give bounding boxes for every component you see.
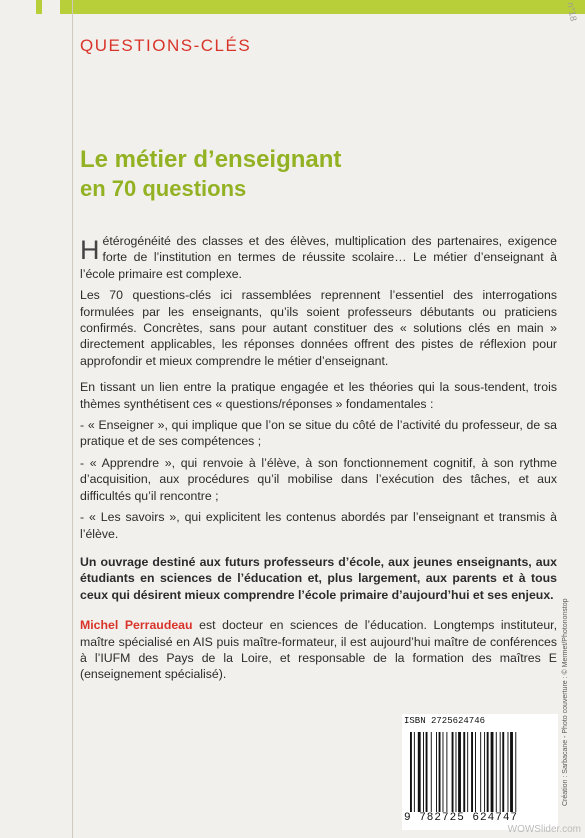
barcode-stripe <box>439 732 441 812</box>
handwritten-note: n°18 <box>565 1 579 22</box>
themes-intro: En tissant un lien entre la pratique engagée et les théories qui la sous-tendent, trois thèmes synthétisent ces « questions/réponses » fondamentales : <box>80 380 557 411</box>
barcode-number: 9 782725 624747 <box>404 812 519 824</box>
barcode-stripe <box>510 732 513 812</box>
audience-paragraph: Un ouvrage destiné aux futurs professeurs d’école, aux jeunes enseignants, aux étudiants en sciences de l’éducation et, plus largement, aux parents et à tous ceux qui désirent mieux comprendre l’école primaire d’aujourd’hui et ses enjeux. <box>80 554 557 602</box>
barcode-icon <box>408 732 552 812</box>
back-cover-text <box>80 233 557 688</box>
barcode-stripe <box>458 732 461 812</box>
drop-cap: H <box>80 235 100 265</box>
isbn-label: ISBN 2725624746 <box>404 716 486 726</box>
barcode-stripe <box>436 732 437 812</box>
author-paragraph <box>80 617 557 683</box>
barcode-stripe <box>452 732 454 812</box>
barcode-stripe <box>418 732 421 812</box>
spine-fold-line <box>72 0 73 838</box>
barcode-stripe <box>467 732 468 812</box>
barcode-stripe <box>487 732 489 812</box>
author-bio: est docteur en sciences de l’éducation. Longtemps instituteur, maître spécialisé en AIS puis maître-formateur, il est aujourd’hui maître de conférences à l’IUFM des Pays de la Loire, et responsable de la formation des maîtres E (enseignement spécialisé). <box>80 618 557 682</box>
watermark: WOWSlider.com <box>507 824 581 835</box>
barcode-stripe <box>410 732 412 812</box>
intro-text: étérogénéité des classes et des élèves, multiplication des partenaires, exigence forte de l’institution en termes de réussite scolaire… Le métier d’enseignant à l’école primaire est complexe. <box>80 234 557 281</box>
barcode-stripe <box>443 732 444 812</box>
barcode-stripe <box>484 732 485 812</box>
barcode-stripe <box>508 732 509 812</box>
barcode-stripe <box>480 732 481 812</box>
barcode-stripe <box>496 732 497 812</box>
intro-paragraph <box>80 233 557 282</box>
barcode-stripe <box>475 732 476 812</box>
barcode-stripe <box>500 732 501 812</box>
cover-credit: Création : Sarbacane - Photo couverture : © Mermet/Photononstop <box>562 598 569 806</box>
barcode-stripe <box>463 732 465 812</box>
barcode-block <box>402 714 558 830</box>
barcode-stripe <box>431 732 432 812</box>
barcode-stripe <box>414 732 415 812</box>
book-subtitle: en 70 questions <box>80 176 247 201</box>
barcode-stripe <box>423 732 424 812</box>
book-title: Le métier d’enseignant <box>80 146 342 173</box>
barcode-stripe <box>515 732 516 812</box>
author-name: Michel Perraudeau <box>80 618 193 633</box>
barcode-stripe <box>502 732 504 812</box>
barcode-stripe <box>471 732 473 812</box>
barcode-stripe <box>456 732 457 812</box>
barcode-stripe <box>426 732 428 812</box>
theme-enseigner: - « Enseigner », qui implique que l’on se situe du côté de l’activité du professeur, de sa pratique et de ses compétences ; <box>80 418 557 449</box>
series-label: QUESTIONS-CLÉS <box>80 36 252 55</box>
barcode-stripe <box>491 732 494 812</box>
questions-paragraph: Les 70 questions-clés ici rassemblées reprennent l’essentiel des interrogations formulées par les enseignants, qu’ils soient professeurs débutants ou praticiens confirmés. Concrètes, sans pour autant constituer des « solutions clés en main » directement applicables, les réponses données offrent des pistes de réflexion pour approfondir et mieux comprendre le métier d’enseignant. <box>80 288 557 368</box>
barcode-stripe <box>446 732 447 812</box>
top-accent-bar-left <box>36 0 42 14</box>
theme-apprendre: - « Apprendre », qui renvoie à l’élève, à son fonctionnement cognitif, à son rythme d’acquisition, aux procédures qu’il mobilise dans l’exécution des tâches, et aux difficultés qu’il rencontre ; <box>80 455 557 503</box>
top-accent-bar <box>60 0 585 14</box>
theme-savoirs: - « Les savoirs », qui explicitent les contenus abordés par l’enseignant et transmis à l’élève. <box>80 510 557 541</box>
